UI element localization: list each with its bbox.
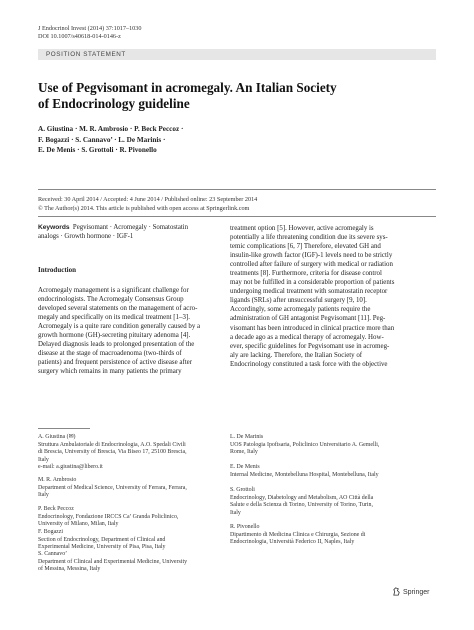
text-line: controlled after failure of surgery with medical or radiation: [230, 261, 393, 269]
affiliation-cannavo: [38, 551, 187, 574]
affiliation-line: M. R. Ambrosio: [38, 477, 77, 483]
journal-header: [38, 25, 141, 41]
text-line: disease at the stage of macroadenoma (two-thirds of: [38, 350, 182, 358]
keywords-line: Pegvisomant · Acromegaly · Somatostatin: [72, 224, 189, 231]
affiliation-line: Rome, Italy: [230, 449, 258, 455]
affiliation-line: Struttura Ambulatoriale di Endocrinologia, A.O. Spedali Civili: [38, 441, 186, 448]
text-line: visomant has been introduced in clinical practice more than: [230, 324, 395, 332]
title-line: Use of Pegvisomant in acromegaly. An Italian Society: [38, 80, 337, 95]
affiliation-line: Italy: [38, 492, 49, 498]
text-line: developed several statements on the management of acro-: [38, 305, 198, 313]
affiliation-line: A. Giustina (✉): [38, 434, 76, 440]
text-line: endocrinologists. The Acromegaly Consensus Group: [38, 296, 184, 304]
divider: [38, 189, 436, 190]
text-line: may not be fulfilled in a considerable proportion of patients: [230, 279, 395, 287]
affiliation-de-menis: [230, 464, 379, 479]
article-title: [38, 80, 398, 111]
text-line: aly are lacking. Therefore, the Italian Society of: [230, 351, 363, 359]
affiliation-beck-peccoz: [38, 506, 178, 529]
affiliation-line: Endocrinology, Diabetology and Metabolism, AO Città della: [230, 494, 374, 501]
text-line: Endocrinology constituted a task force with the objective: [230, 360, 388, 368]
affiliation-line: S. Grottoli: [230, 487, 255, 493]
affiliation-line: UOS Patologia Ipofisaria, Policlinico Universitario A. Gemelli,: [230, 441, 380, 448]
text-line: Accordingly, some acromegaly patients require the: [230, 306, 371, 314]
text-line: treatment option [5]. However, active acromegaly is: [230, 225, 374, 232]
footnote-rule: [38, 428, 90, 429]
keywords-line: analogs · Growth hormone · IGF-1: [38, 232, 134, 240]
affiliation-line: Endocrinology, Fondazione IRCCS Ca’ Granda Policlinico,: [38, 513, 179, 520]
journal-citation: J Endocrinol Invest (2014) 37:1017–1030: [38, 25, 142, 32]
affiliation-line: S. Cannavo’: [38, 551, 68, 557]
affiliation-line: F. Bogazzi: [38, 529, 64, 535]
affiliation-ambrosio: [38, 477, 187, 500]
text-line: megaly and specifically on its medical treatment [1–3].: [38, 314, 190, 322]
text-line: ligands (SRLs) after unsuccessful surgery [9, 10].: [230, 297, 367, 305]
text-line: Delayed diagnosis leads to prolonged presentation of the: [38, 341, 195, 349]
affiliation-line: University of Milano, Milan, Italy: [38, 521, 119, 527]
right-column-text: [230, 224, 394, 369]
text-line: surgery which remains in many patients the primary: [38, 368, 182, 376]
copyright-line: © The Author(s) 2014. This article is published with open access at Springerlink.com: [38, 204, 250, 212]
text-line: growth hormone (GH)-secreting pituitary adenoma [4].: [38, 332, 191, 340]
publisher-name: Springer: [403, 589, 430, 596]
text-line: undergoing medical treatment with somatostatin receptor: [230, 288, 388, 296]
section-label: POSITION STATEMENT: [46, 50, 126, 58]
text-line: patients) and frequent persistence of active disease after: [38, 359, 193, 367]
author-email: e-mail: a.giustina@libero.it: [38, 464, 103, 470]
affiliation-de-marinis: [230, 434, 379, 457]
section-band: [38, 49, 436, 60]
text-line: temic complications [6, 7] Therefore, elevated GH and: [230, 243, 381, 251]
section-heading: Introduction: [38, 266, 76, 274]
text-line: administration of GH antagonist Pegvisomant [11]. Peg-: [230, 315, 386, 323]
author-list: [38, 124, 338, 156]
author-line: A. Giustina · M. R. Ambrosio · P. Beck Peccoz ·: [38, 125, 184, 133]
text-line: Acromegaly is a quite rare condition generally caused by a: [38, 323, 201, 331]
affiliation-line: Department of Clinical and Experimental Medicine, University: [38, 558, 188, 565]
received-info: [38, 196, 257, 213]
affiliation-line: Italy: [38, 456, 49, 463]
title-line: of Endocrinology guideline: [38, 95, 190, 111]
text-line: ever, specific guidelines for Pegvisomant use in acromeg-: [230, 342, 390, 350]
text-line: treatments [8]. Furthermore, criteria for disease control: [230, 270, 382, 278]
doi: DOI 10.1007/s40618-014-0146-z: [38, 33, 121, 40]
keywords-label: Keywords: [38, 224, 70, 231]
affiliation-line: Experimental Medicine, University of Pisa, Pisa, Italy: [38, 544, 166, 550]
springer-horse-icon: [392, 587, 401, 596]
affiliation-line: Section of Endocrinology, Department of Clinical and: [38, 536, 166, 543]
text-line: insulin-like growth factor (IGF)-1 levels need to be strictly: [230, 252, 393, 260]
affiliation-line: Internal Medicine, Montebelluna Hospital, Montebelluna, Italy: [230, 471, 379, 478]
affiliation-line: Endocrinologia, Università Federico II, Naples, Italy: [230, 539, 355, 545]
text-line: a decade ago as a medical therapy of acromegaly. How-: [230, 333, 384, 341]
affiliation-line: Dipartimento di Medicina Clinica e Chirurgia, Sezione di: [230, 531, 366, 538]
affiliation-line: di Brescia, University of Brescia, Via Biseo 17, 25100 Brescia,: [38, 449, 187, 455]
affiliation-line: P. Beck Peccoz: [38, 506, 74, 512]
affiliation-grottoli: [230, 487, 373, 517]
text-line: potentially a life threatening condition due its severe sys-: [230, 234, 388, 242]
author-line: E. De Menis · S. Grottoli · R. Pivonello: [38, 146, 157, 154]
affiliation-line: Italy: [230, 509, 241, 516]
received-dates: Received: 30 April 2014 / Accepted: 4 June 2014 / Published online: 23 September 2014: [38, 196, 258, 203]
author-line: F. Bogazzi · S. Cannavo’ · L. De Marinis ·: [38, 135, 166, 144]
affiliation-pivonello: [230, 524, 365, 547]
affiliation-line: Salute e della Scienza di Torino, University of Torino, Turin,: [230, 502, 373, 508]
divider: [38, 216, 436, 217]
affiliation-line: R. Pivonello: [230, 524, 260, 530]
affiliation-line: of Messina, Messina, Italy: [38, 566, 101, 572]
affiliation-line: E. De Menis: [230, 464, 260, 470]
text-line: Acromegaly management is a significant challenge for: [38, 287, 189, 294]
affiliation-line: L. De Marinis: [230, 434, 264, 440]
affiliation-line: Department of Medical Science, University of Ferrara, Ferrara,: [38, 484, 187, 491]
publisher-logo: [392, 587, 429, 596]
keywords: [38, 224, 208, 241]
affiliation-bogazzi: [38, 529, 165, 552]
affiliation-giustina: [38, 434, 187, 472]
left-column-text: [38, 286, 200, 376]
